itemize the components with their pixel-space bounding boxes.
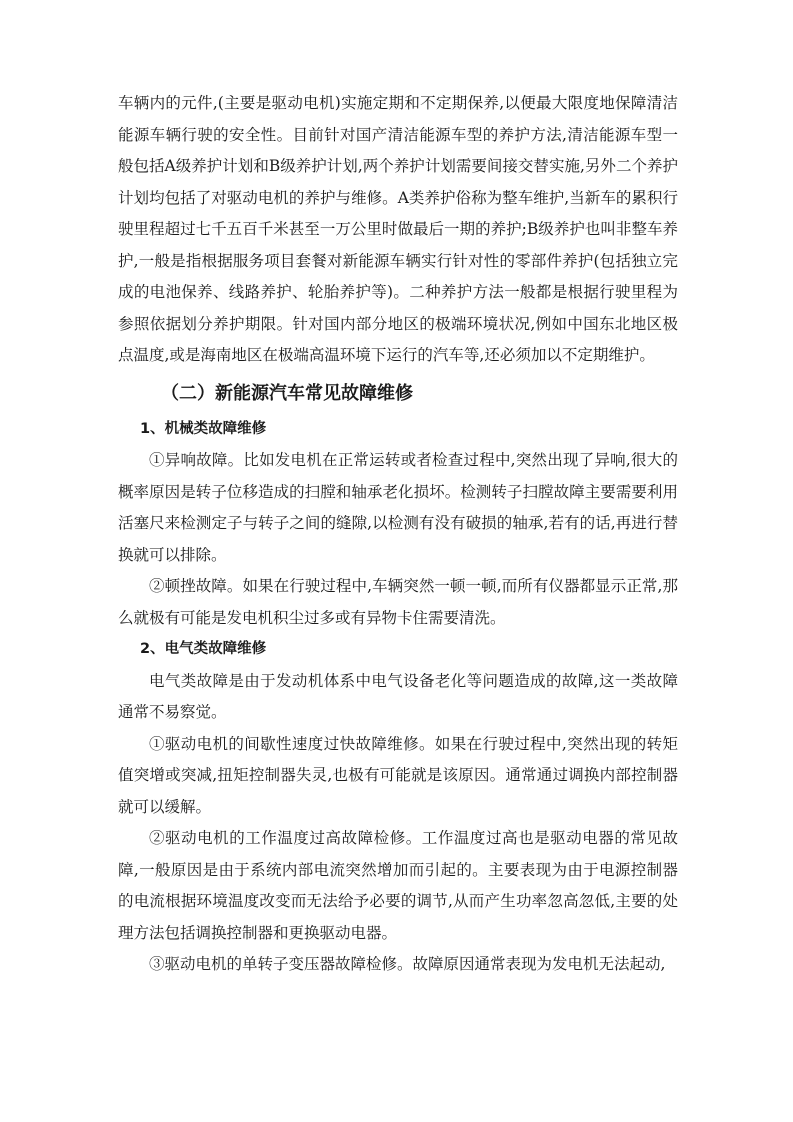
section-title: （二）新能源汽车常见故障维修 xyxy=(161,382,413,404)
mechanical-fault-heading: 1、机械类故障维修 xyxy=(140,420,267,437)
jerk-fault-paragraph: ②顿挫故障。如果在行驶过程中,车辆突然一顿一顿,而所有仪器都显示正常,那么就极有可能是发电机积尘过多或有异物卡住需要清洗。 xyxy=(118,577,678,627)
overheat-fault-paragraph: ②驱动电机的工作温度过高故障检修。工作温度过高也是驱动电器的常见故障,一般原因是由于系统内部电流突然增加而引起的。主要表现为由于电源控制器的电流根据环境温度改变而无法给予必要的调节,从而产生功率忽高忽低,主要的处理方法包括调换控制器和更换驱动电器。 xyxy=(118,829,678,942)
document-page xyxy=(118,88,678,981)
transformer-fault-paragraph: ③驱动电机的单转子变压器故障检修。故障原因通常表现为发电机无法起动, xyxy=(149,955,666,973)
overspeed-fault-paragraph: ①驱动电机的间歇性速度过快故障维修。如果在行驶过程中,突然出现的转矩值突增或突减,扭矩控制器失灵,也极有可能就是该原因。通常通过调换内部控制器就可以缓解。 xyxy=(118,734,678,816)
abnormal-noise-paragraph: ①异响故障。比如发电机在正常运转或者检查过程中,突然出现了异响,很大的概率原因是转子位移造成的扫膛和轴承老化损坏。检测转子扫膛故障主要需要利用活塞尺来检测定子与转子之间的缝隙,以检测有没有破损的轴承,若有的话,再进行替换就可以排除。 xyxy=(118,451,678,564)
electrical-fault-heading: 2、电气类故障维修 xyxy=(140,641,267,657)
intro-paragraph: 车辆内的元件,(主要是驱动电机)实施定期和不定期保养,以便最大限度地保障清洁能源车辆行驶的安全性。目前针对国产清洁能源车型的养护方法,清洁能源车型一般包括A级养护计划和B级养护计划,两个养护计划需要间接交替实施,另外二个养护计划均包括了对驱动电机的养护与维修。A类养护俗称为整车维护,当新车的累积行驶里程超过七千五百千米甚至一万公里时做最后一期的养护;B级养护也叫非整车养护,一般是指根据服务项目套餐对新能源车辆实行针对性的零部件养护(包括独立完成的电池保养、线路养护、轮胎养护等)。二种养护方法一般都是根据行驶里程为参照依据划分养护期限。针对国内部分地区的极端环境状况,例如中国东北地区极点温度,或是海南地区在极端高温环境下运行的汽车等,还必须加以不定期维护。 xyxy=(118,94,678,364)
electrical-intro-paragraph: 电气类故障是由于发动机体系中电气设备老化等问题造成的故障,这一类故障通常不易察觉。 xyxy=(118,671,678,721)
